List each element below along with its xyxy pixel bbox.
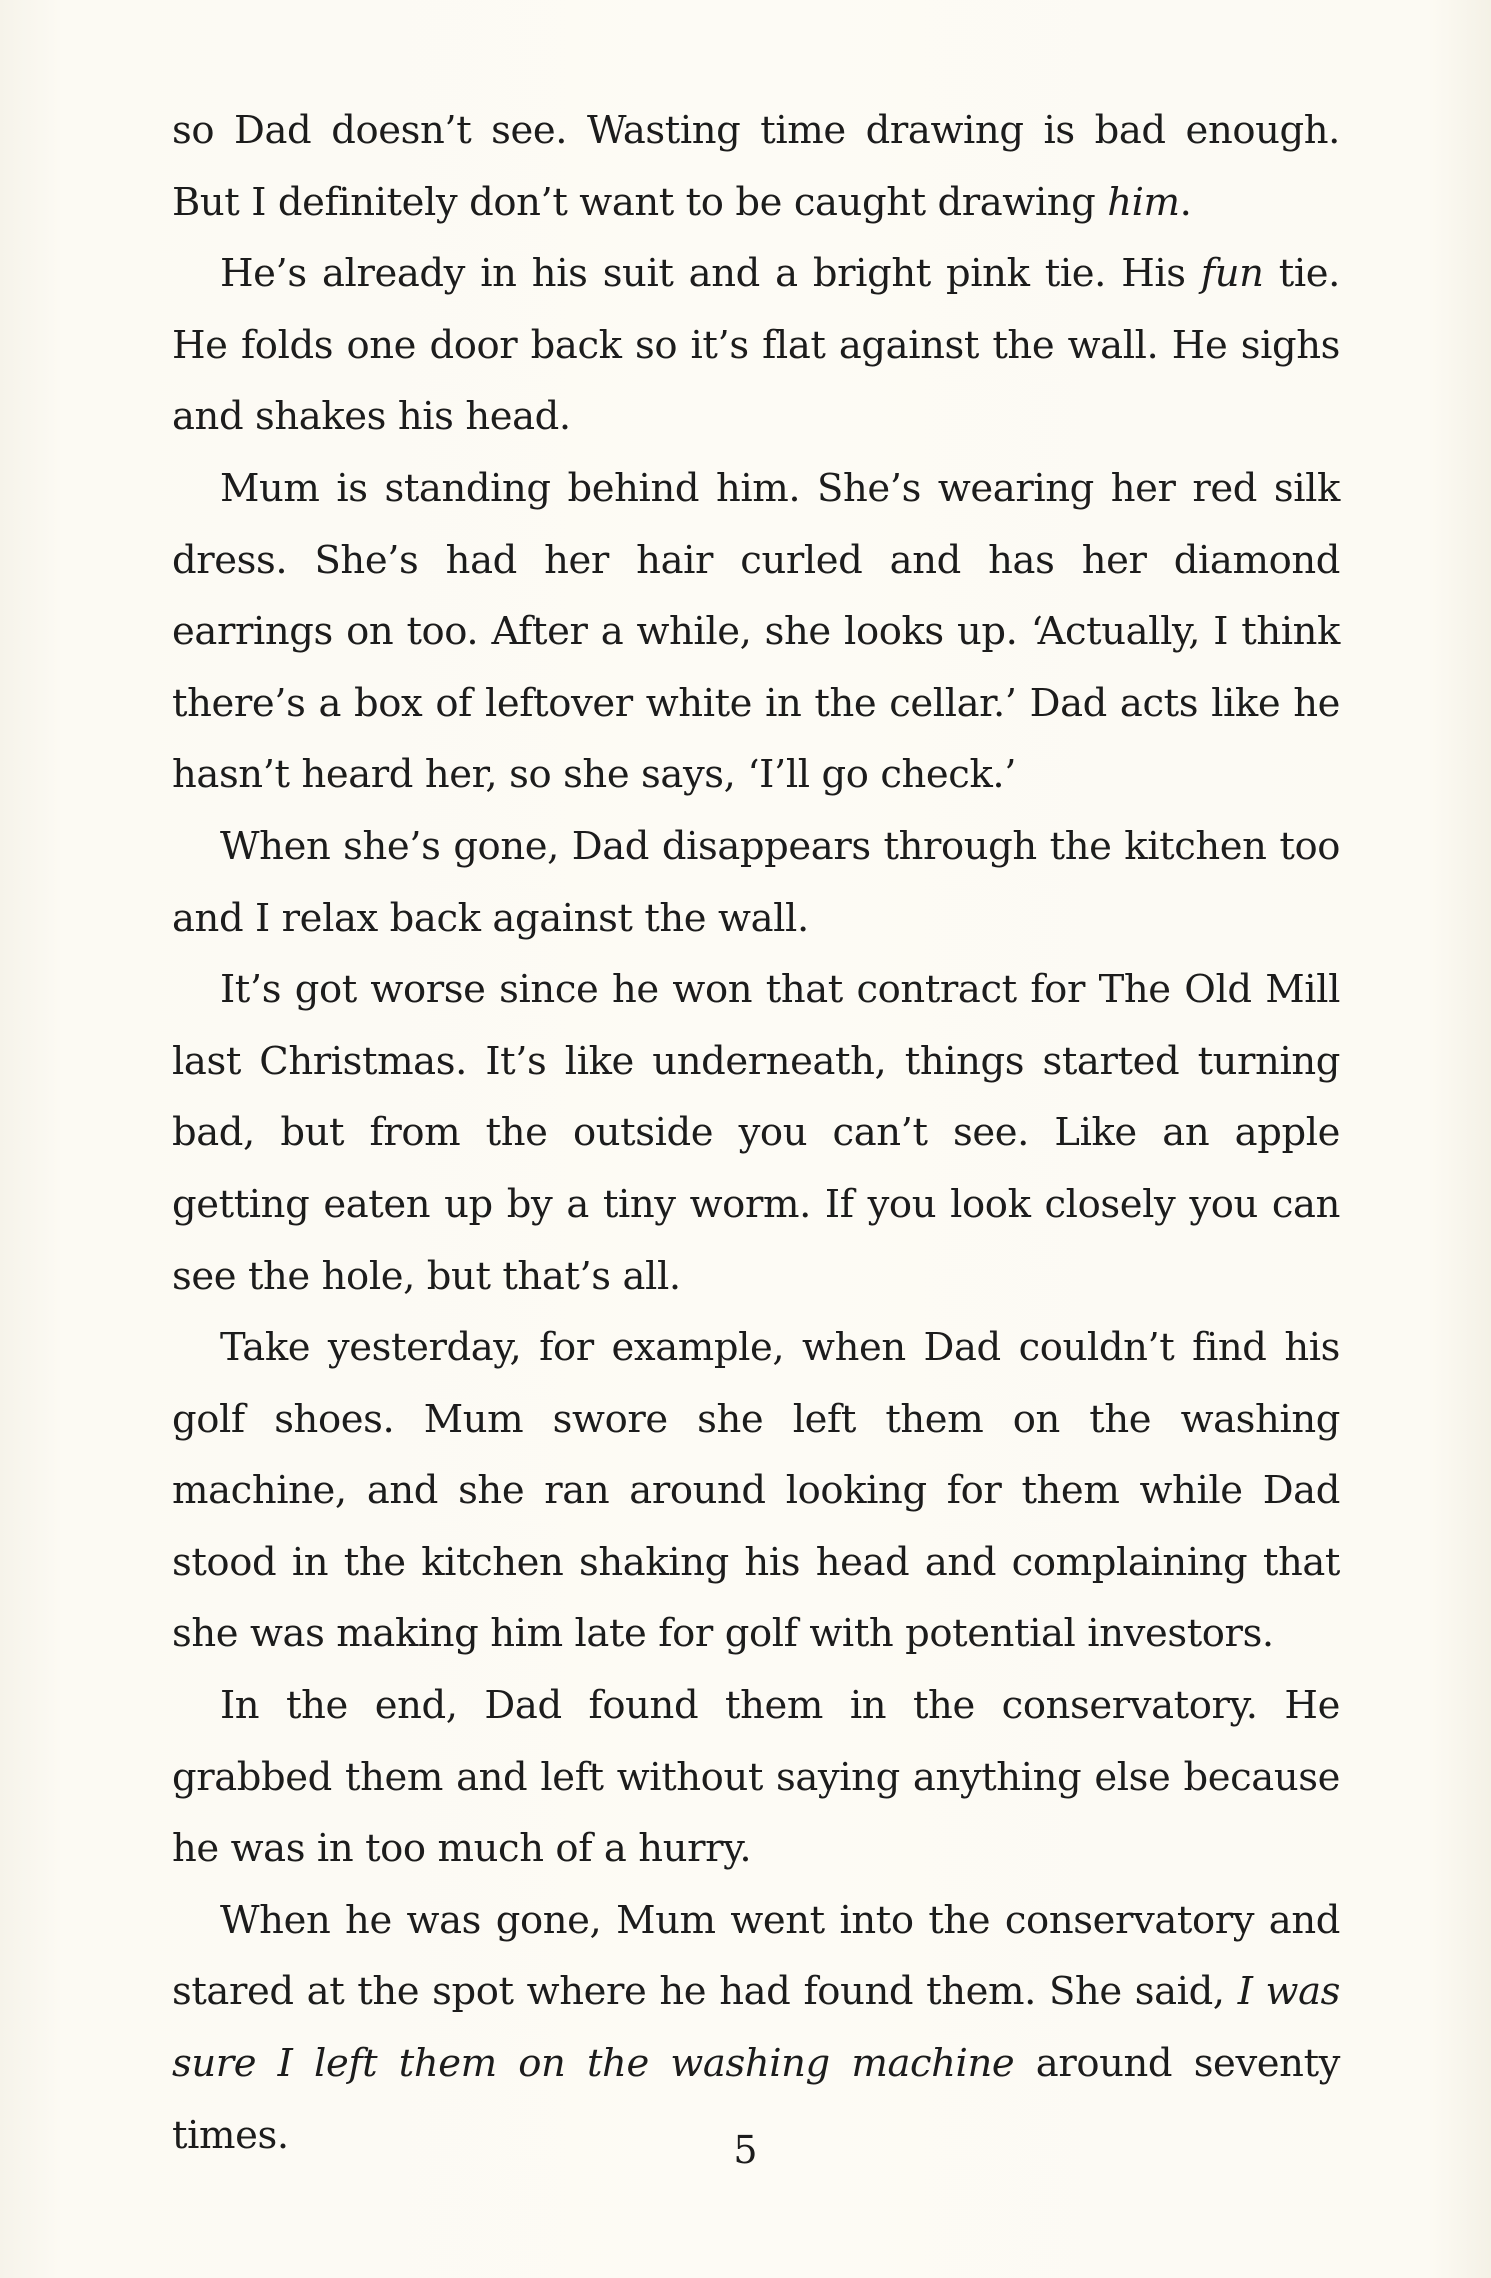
text-segment: Mum is standing behind him. She’s wearing her red silk dress. She’s had her hair curled and has her diamond earrings on too. After a while, she looks up. ‘Actually, I think there’s a box of leftover white in the cellar.’ Dad acts like he hasn’t heard her, so she says, ‘I’ll go check.’	[172, 465, 1340, 798]
paragraph	[172, 238, 1340, 453]
text-segment: In the end, Dad found them in the conservatory. He grabbed them and left without saying anything else because he was in too much of a hurry.	[172, 1683, 1340, 1872]
italic-text: fun	[1200, 251, 1264, 297]
text-segment: .	[1179, 179, 1192, 225]
text-segment: around seventy times.	[172, 2041, 1340, 2158]
body-text	[172, 95, 1340, 2171]
paragraph	[172, 95, 1340, 238]
text-segment: He’s already in his suit and a bright pink tie. His	[220, 251, 1201, 297]
text-segment: When he was gone, Mum went into the conservatory and stared at the spot where he had found them. She said,	[172, 1897, 1340, 2015]
text-segment: Take yesterday, for example, when Dad couldn’t find his golf shoes. Mum swore she left them on the washing machine, and she ran around looking for them while Dad stood in the kitchen shaking his head and complaining that she was making him late for golf with potential investors.	[172, 1325, 1340, 1657]
paragraph	[172, 954, 1340, 1312]
text-segment: When she’s gone, Dad disappears through the kitchen too and I relax back against the wall.	[172, 823, 1340, 941]
paragraph	[172, 453, 1340, 811]
text-segment: tie. He folds one door back so it’s flat against the wall. He sighs and shakes his head.	[172, 251, 1340, 440]
page-number: 5	[733, 2128, 758, 2172]
italic-text: him	[1107, 179, 1180, 225]
text-segment: It’s got worse since he won that contract for The Old Mill last Christmas. It’s like underneath, things started turning bad, but from the outside you can’t see. Like an apple getting eaten up by a tiny worm. If you look closely you can see the hole, but that’s all.	[172, 967, 1340, 1299]
italic-text: I was sure I left them on the washing machine	[172, 1969, 1340, 2087]
paragraph	[172, 1312, 1340, 1670]
paragraph	[172, 1670, 1340, 1885]
text-segment: so Dad doesn’t see. Wasting time drawing is bad enough. But I definitely don’t want to be caught drawing	[172, 108, 1340, 225]
paragraph	[172, 811, 1340, 954]
